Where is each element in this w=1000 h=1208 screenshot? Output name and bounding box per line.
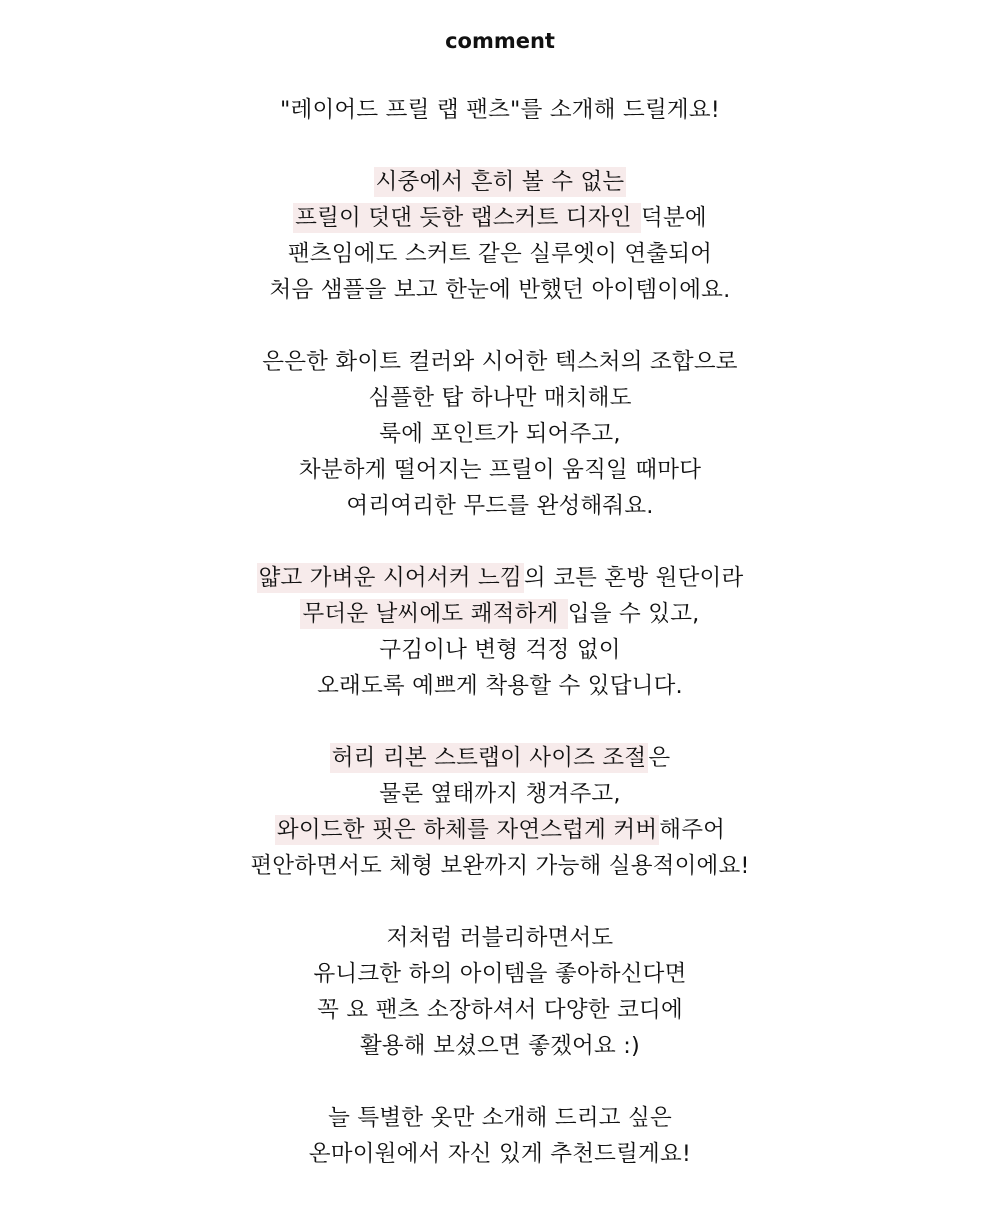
comment-paragraph [0, 1100, 1000, 1172]
comment-line [0, 1136, 1000, 1172]
highlighted-text: 프릴이 덧댄 듯한 랩스커트 디자인 [295, 205, 640, 231]
comment-line [0, 452, 1000, 488]
text-segment: 팬츠임에도 스커트 같은 실루엣이 연출되어 [287, 241, 713, 267]
comment-paragraph [0, 560, 1000, 704]
comment-line [0, 956, 1000, 992]
comment-line [0, 740, 1000, 776]
comment-line [0, 344, 1000, 380]
text-segment: 오래도록 예쁘게 착용할 수 있답니다. [317, 673, 683, 699]
text-segment: 심플한 탑 하나만 매치해도 [368, 385, 632, 411]
comment-line [0, 632, 1000, 668]
comment-line [0, 200, 1000, 236]
comment-line [0, 1028, 1000, 1064]
comment-body [0, 92, 1000, 1208]
text-segment: 처음 샘플을 보고 한눈에 반했던 아이템이에요. [269, 277, 731, 303]
text-segment: 룩에 포인트가 되어주고, [379, 421, 621, 447]
comment-line [0, 920, 1000, 956]
comment-line [0, 848, 1000, 884]
comment-paragraph [0, 164, 1000, 308]
comment-paragraph [0, 92, 1000, 128]
text-segment: 유니크한 하의 아이템을 좋아하신다면 [313, 961, 687, 987]
comment-line [0, 668, 1000, 704]
text-segment: 해주어 [659, 817, 726, 843]
highlighted-text: 시중에서 흔히 볼 수 없는 [375, 169, 625, 195]
highlighted-text: 얇고 가벼운 시어서커 느낌 [258, 565, 522, 591]
comment-line [0, 92, 1000, 128]
text-segment: 꼭 요 팬츠 소장하셔서 다양한 코디에 [317, 997, 683, 1023]
text-segment: 온마이원에서 자신 있게 추천드릴게요! [308, 1141, 692, 1167]
comment-line [0, 596, 1000, 632]
text-segment: 편안하면서도 체형 보완까지 가능해 실용적이에요! [250, 853, 750, 879]
text-segment: 차분하게 떨어지는 프릴이 움직일 때마다 [298, 457, 702, 483]
text-segment: 덕분에 [641, 205, 707, 231]
text-segment: 입을 수 있고, [567, 601, 700, 627]
comment-line [0, 1100, 1000, 1136]
highlighted-text: 허리 리본 스트랩이 사이즈 조절 [331, 745, 647, 771]
comment-line [0, 380, 1000, 416]
text-segment: 물론 옆태까지 챙겨주고, [379, 781, 621, 807]
highlighted-text: 와이드한 핏은 하체를 자연스럽게 커버 [276, 817, 658, 843]
text-segment: 의 코튼 혼방 원단이라 [523, 565, 744, 591]
text-segment: 은은한 화이트 컬러와 시어한 텍스처의 조합으로 [262, 349, 738, 375]
text-segment: 활용해 보셨으면 좋겠어요 :) [359, 1033, 641, 1059]
highlighted-text: 무더운 날씨에도 쾌적하게 [302, 601, 566, 627]
text-segment: 구김이나 변형 걱정 없이 [379, 637, 621, 663]
comment-line [0, 992, 1000, 1028]
comment-line [0, 488, 1000, 524]
comment-line [0, 776, 1000, 812]
text-segment: 여리여리한 무드를 완성해줘요. [346, 493, 654, 519]
text-segment: 저처럼 러블리하면서도 [386, 925, 614, 951]
text-segment: 은 [648, 745, 671, 771]
comment-line [0, 812, 1000, 848]
text-segment: 늘 특별한 옷만 소개해 드리고 싶은 [328, 1105, 672, 1131]
comment-line [0, 164, 1000, 200]
comment-paragraph [0, 344, 1000, 524]
page-title: comment [445, 29, 555, 53]
comment-paragraph [0, 920, 1000, 1064]
comment-line [0, 416, 1000, 452]
text-segment: "레이어드 프릴 랩 팬츠"를 소개해 드릴게요! [280, 97, 720, 123]
comment-paragraph [0, 740, 1000, 884]
comment-line [0, 560, 1000, 596]
comment-line [0, 236, 1000, 272]
comment-line [0, 272, 1000, 308]
